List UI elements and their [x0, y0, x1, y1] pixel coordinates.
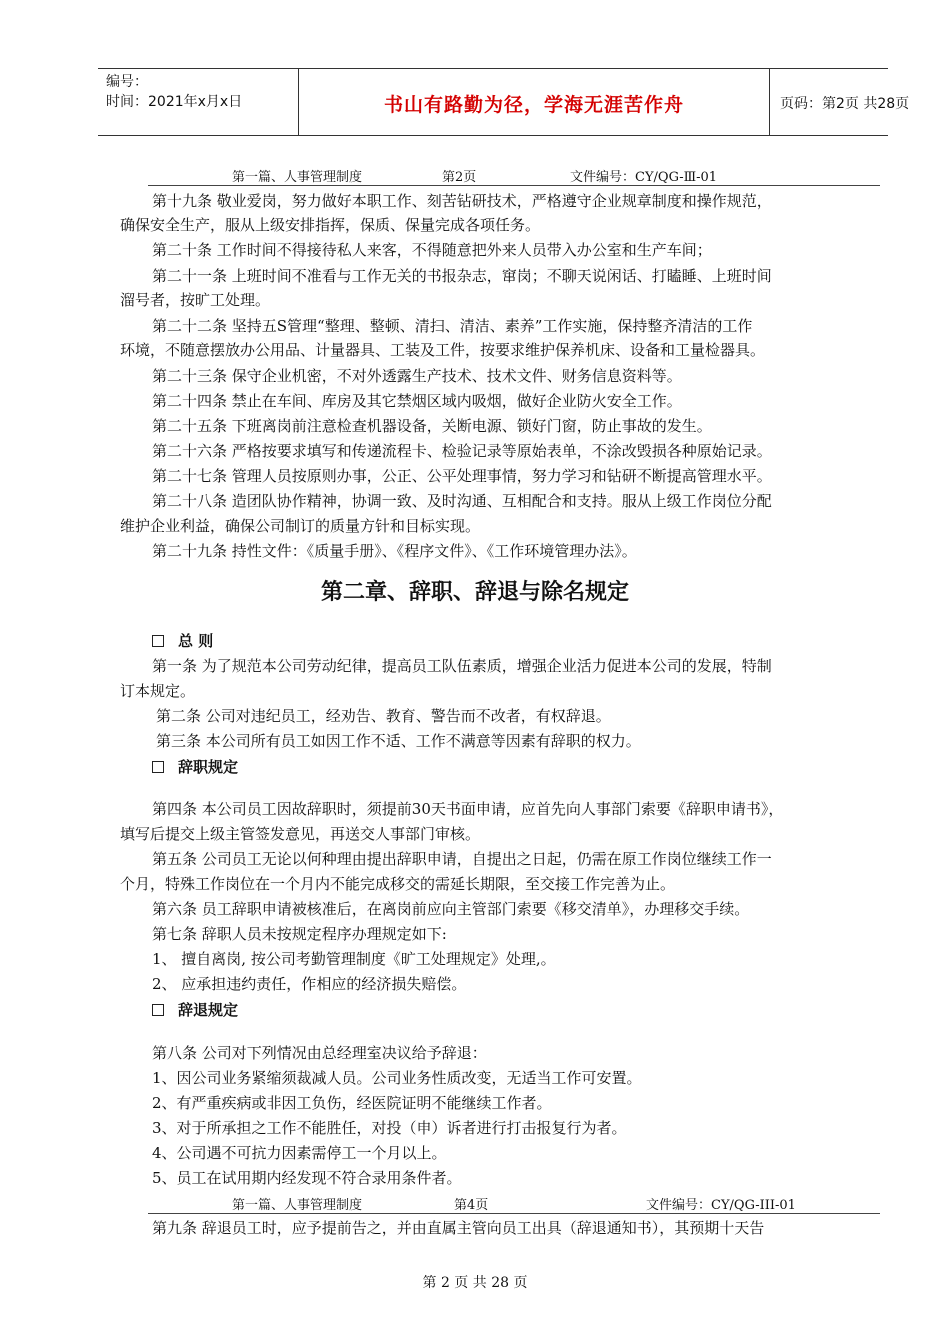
text-line: 第二十九条 持性文件：《质量手册》、《程序文件》、《工作环境管理办法》。 [152, 542, 637, 560]
text-line: 第二十一条 上班时间不准看与工作无关的书报杂志，窜岗；不聊天说闲话、打瞌睡、上班时间 [152, 267, 772, 285]
code-label: 编号： [106, 74, 148, 90]
text-line: 第二十条 工作时间不得接待私人来客，不得随意把外来人员带入办公室和生产车间； [152, 241, 712, 259]
text-line: 第六条 员工辞职申请被核准后，在离岗前应向主管部门索要《移交清单》，办理移交手续。 [152, 900, 750, 918]
header-motto-cell [298, 69, 770, 135]
text-line: 个月，特殊工作岗位在一个月内不能完成移交的需延长期限，至交接工作完善为止。 [120, 875, 676, 893]
running-head-file-no: 文件编号：CY/QG-Ⅲ-01 [570, 170, 718, 185]
chapter-title: 第二章、辞职、辞退与除名规定 [320, 580, 629, 605]
text-line: 第二十二条 坚持五S管理“整理、整顿、清扫、清洁、素养”工作实施，保持整齐清洁的工作 [152, 317, 753, 335]
text-line: 第七条 辞职人员未按规定程序办理规定如下: [152, 925, 447, 943]
text-line: 第二十八条 造团队协作精神，协调一致、及时沟通、互相配合和支持。服从上级工作岗位分配 [152, 492, 772, 510]
checkbox-icon [152, 761, 164, 773]
section-title: 总 则 [178, 632, 214, 650]
header-page-cell [770, 69, 910, 135]
text-line: 填写后提交上级主管签发意见，再送交人事部门审核。 [120, 825, 481, 843]
text-line: 第二条 公司对违纪员工，经劝告、教育、警告而不改者，有权辞退。 [156, 707, 611, 725]
header-left-cell [98, 69, 298, 135]
text-line: 第八条 公司对下列情况由总经理室决议给予辞退： [152, 1044, 487, 1062]
running-head-section: 第一篇、人事管理制度 [232, 170, 363, 185]
text-line: 维护企业利益，确保公司制订的质量方针和目标实现。 [120, 517, 481, 535]
text-line: 5、员工在试用期内经发现不符合录用条件者。 [152, 1169, 462, 1187]
text-line: 3、对于所承担之工作不能胜任，对投（申）诉者进行打击报复行为者。 [152, 1119, 627, 1137]
checkbox-icon [152, 1004, 164, 1016]
motto-text: 书山有路勤为径，学海无涯苦作舟 [383, 94, 684, 116]
section-title: 辞退规定 [178, 1001, 239, 1019]
text-line: 订本规定。 [120, 682, 196, 700]
page-info: 页码：第2页 共28页 [780, 96, 910, 112]
text-line: 4、公司遇不可抗力因素需停工一个月以上。 [152, 1144, 447, 1162]
text-line: 第二十五条 下班离岗前注意检查机器设备，关断电源、锁好门窗，防止事故的发生。 [152, 417, 712, 435]
document-header [98, 68, 910, 136]
running-head-file-no: 文件编号：CY/QG-III-01 [646, 1198, 796, 1213]
running-head-rule [148, 185, 880, 186]
text-line: 第二十六条 严格按要求填写和传递流程卡、检验记录等原始表单，不涂改毁损各种原始记录。 [152, 442, 772, 460]
text-line: 确保安全生产，服从上级安排指挥，保质、保量完成各项任务。 [120, 216, 541, 234]
running-head-rule [148, 1213, 880, 1214]
page-footer: 第 2 页 共 28 页 [422, 1275, 528, 1291]
text-line: 1、因公司业务紧缩须裁减人员。公司业务性质改变，无适当工作可安置。 [152, 1069, 642, 1087]
text-line: 环境，不随意摆放办公用品、计量器具、工装及工件，按要求维护保养机床、设备和工量检器具。 [120, 341, 766, 359]
running-head-page: 第4页 [454, 1198, 489, 1213]
text-line: 溜号者，按旷工处理。 [120, 291, 271, 309]
text-line: 第五条 公司员工无论以何种理由提出辞职申请，自提出之日起，仍需在原工作岗位继续工作一 [152, 850, 772, 868]
time-label: 时间：2021年x月x日 [106, 94, 243, 110]
text-line: 第九条 辞退员工时，应予提前告之，并由直属主管向员工出具（辞退通知书），其预期十天告 [152, 1219, 765, 1237]
section-general-heading [152, 630, 213, 651]
checkbox-icon [152, 635, 164, 647]
text-line: 2、 应承担违约责任，作相应的经济损失赔偿。 [152, 975, 467, 993]
text-line: 1、 擅自离岗, 按公司考勤管理制度《旷工处理规定》处理,。 [152, 950, 556, 968]
section-resign-heading [152, 756, 238, 777]
running-head-section: 第一篇、人事管理制度 [232, 1198, 363, 1213]
text-line: 2、有严重疾病或非因工负伤，经医院证明不能继续工作者。 [152, 1094, 552, 1112]
text-line: 第一条 为了规范本公司劳动纪律，提高员工队伍素质，增强企业活力促进本公司的发展，特制 [152, 657, 772, 675]
section-title: 辞职规定 [178, 758, 239, 776]
text-line: 第二十四条 禁止在车间、库房及其它禁烟区域内吸烟，做好企业防火安全工作。 [152, 392, 682, 410]
section-dismiss-heading [152, 999, 238, 1020]
running-head-page: 第2页 [442, 170, 477, 185]
text-line: 第二十三条 保守企业机密，不对外透露生产技术、技术文件、财务信息资料等。 [152, 367, 682, 385]
text-line: 第二十七条 管理人员按原则办事，公正、公平处理事情，努力学习和钻研不断提高管理水平。 [152, 467, 772, 485]
text-line: 第十九条 敬业爱岗，努力做好本职工作、刻苦钻研技术，严格遵守企业规章制度和操作规范， [152, 192, 772, 210]
text-line: 第四条 本公司员工因故辞职时，须提前30天书面申请，应首先向人事部门索要《辞职申请书》， [152, 800, 784, 818]
text-line: 第三条 本公司所有员工如因工作不适、工作不满意等因素有辞职的权力。 [156, 732, 641, 750]
